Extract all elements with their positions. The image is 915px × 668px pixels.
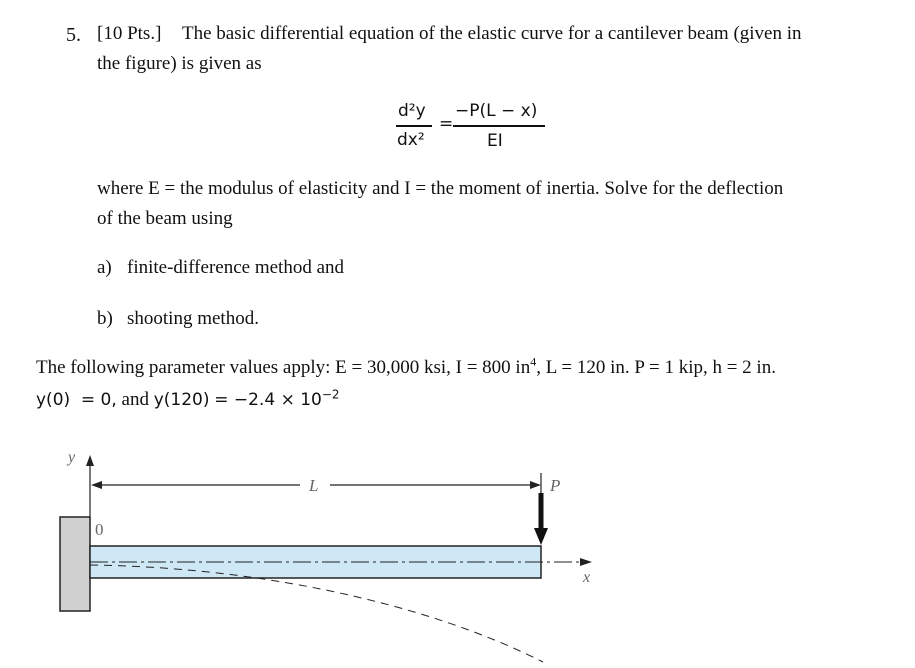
equation-rhs-denominator: EI: [487, 131, 503, 151]
origin-label: 0: [95, 520, 104, 539]
x-axis-label: x: [583, 569, 591, 586]
x-axis-arrowhead: [580, 558, 592, 566]
problem-points: [10 Pts.]: [97, 23, 162, 44]
deflected-elastic-curve: [90, 565, 543, 662]
params-line1-pre: The following parameter values apply: E = 30,000 ksi, I = 800 in: [36, 357, 531, 378]
part-a-text: finite-difference method and: [127, 257, 344, 278]
params-y0: y(0): [36, 390, 71, 410]
length-dimension-arrow-right: [530, 481, 541, 489]
equation-equals: =: [439, 114, 454, 134]
problem-intro-line1: The basic differential equation of the elastic curve for a cantilever beam (given in: [182, 23, 802, 44]
equation-lhs-denominator: dx²: [397, 130, 425, 150]
load-label: P: [550, 476, 561, 495]
length-label: L: [309, 476, 319, 495]
part-b-text: shooting method.: [127, 308, 259, 329]
equation-rhs-numerator: −P(L − x): [455, 101, 538, 121]
where-line2: of the beam using: [97, 208, 233, 229]
fixed-wall-support: [60, 517, 90, 611]
params-line1-post: , L = 120 in. P = 1 kip, h = 2 in.: [536, 357, 776, 378]
params-line1-exponent: 4: [530, 354, 537, 369]
part-a-label: a): [97, 257, 112, 278]
params-and: and: [121, 389, 149, 410]
params-y0-value: = 0,: [80, 390, 117, 410]
y-axis-arrowhead: [86, 455, 94, 466]
part-b-label: b): [97, 308, 113, 329]
params-y120-mantissa: = −2.4 × 10: [214, 390, 322, 410]
params-y120: y(120): [153, 390, 210, 410]
equation-lhs-numerator: d²y: [398, 101, 426, 121]
problem-number: 5.: [66, 24, 81, 46]
params-y120-exponent: −2: [321, 387, 340, 402]
where-line1: where E = the modulus of elasticity and I = the moment of inertia. Solve for the deflection: [97, 178, 784, 199]
y-axis-label: y: [68, 449, 76, 466]
problem-intro-line2: the figure) is given as: [97, 53, 262, 74]
length-dimension-arrow-left: [91, 481, 102, 489]
load-arrowhead: [534, 528, 548, 545]
